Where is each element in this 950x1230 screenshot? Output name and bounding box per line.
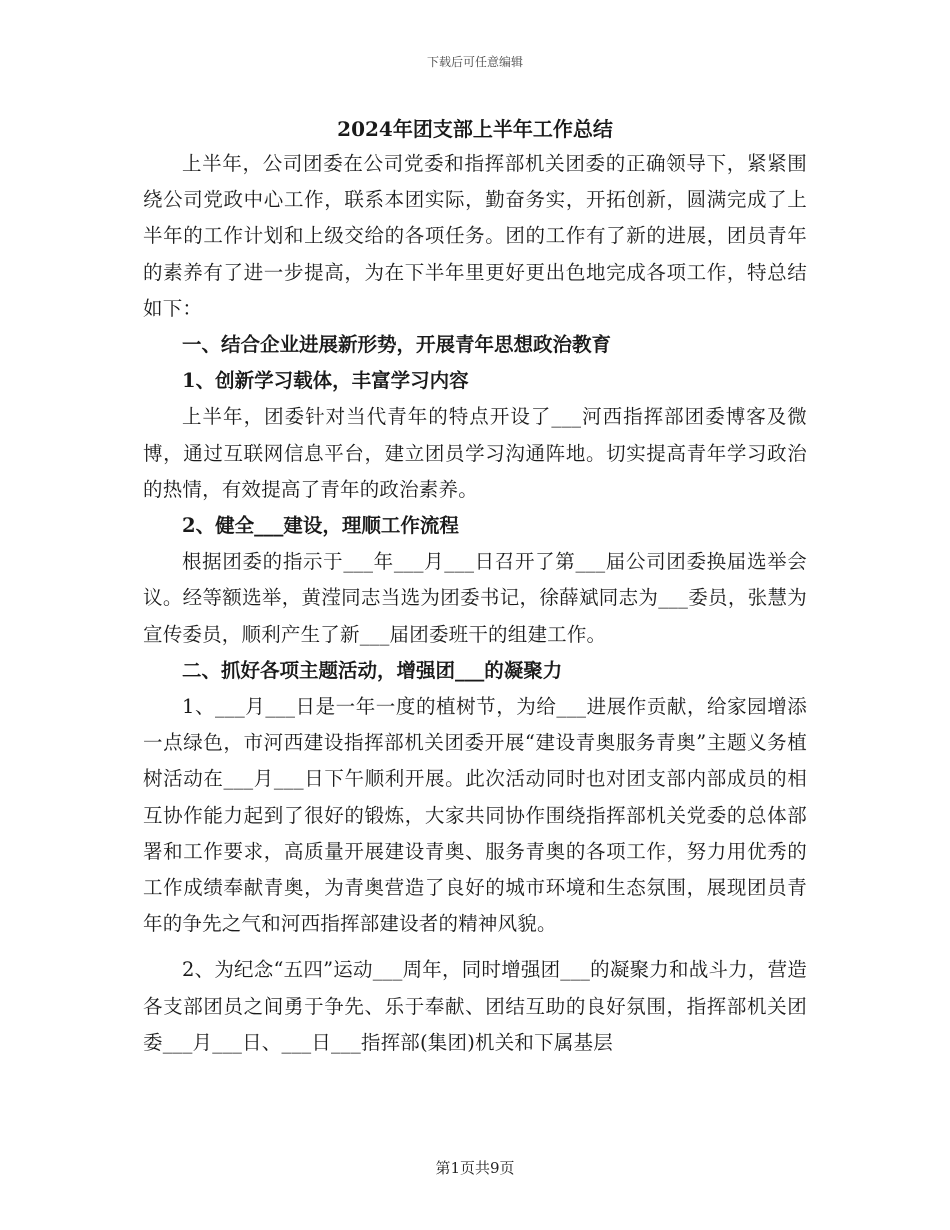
paragraph-gap xyxy=(143,942,807,952)
item-paragraph-2: 2、为纪念“五四”运动___周年，同时增强团___的凝聚力和战斗力，营造各支部团员之间勇于争先、乐于奉献、团结互助的良好氛围，指挥部机关团委___月___日、___日___指挥部(集团)机关和下属基层 xyxy=(143,958,807,1054)
intro-paragraph: 上半年，公司团委在公司党委和指挥部机关团委的正确领导下，紧紧围绕公司党政中心工作，联系本团实际，勤奋务实，开拓创新，圆满完成了上半年的工作计划和上级交给的各项任务。团的工作有了新的进展，团员青年的素养有了进一步提高，为在下半年里更好更出色地完成各项工作，特总结如下： xyxy=(143,152,807,320)
subsection-heading-1: 1、创新学习载体，丰富学习内容 xyxy=(182,369,469,393)
page-footer: 第1页共9页 xyxy=(435,1159,515,1177)
item-paragraph-1: 1、___月___日是一年一度的植树节，为给___进展作贡献，给家园增添一点绿色，市河西建设指挥部机关团委开展“建设青奥服务青奥”主题义务植树活动在___月___日下午顺利开展。此次活动同时也对团支部内部成员的相互协作能力起到了很好的锻炼，大家共同协作围绕指挥部机关党委的总体部署和工作要求，高质量开展建设青奥、服务青奥的各项工作，努力用优秀的工作成绩奉献青奥，为青奥营造了良好的城市环境和生态氛围，展现团员青年的争先之气和河西指挥部建设者的精神风貌。 xyxy=(143,695,807,936)
section-heading-1: 一、结合企业进展新形势，开展青年思想政治教育 xyxy=(182,333,612,357)
subsection-text-2: 根据团委的指示于___年___月___日召开了第___届公司团委换届选举会议。经等额选举，黄滢同志当选为团委书记，徐薛斌同志为___委员，张慧为宣传委员，顺利产生了新___届团委班干的组建工作。 xyxy=(143,550,807,646)
document-body xyxy=(143,112,807,1061)
section-heading-2: 二、抓好各项主题活动，增强团___的凝聚力 xyxy=(182,658,563,682)
subsection-text-1: 上半年，团委针对当代青年的特点开设了___河西指挥部团委博客及微博，通过互联网信息平台，建立团员学习沟通阵地。切实提高青年学习政治的热情，有效提高了青年的政治素养。 xyxy=(143,405,807,501)
header-note: 下载后可任意编辑 xyxy=(426,55,523,69)
document-title: 2024年团支部上半年工作总结 xyxy=(337,117,613,141)
subsection-heading-2: 2、健全___建设，理顺工作流程 xyxy=(182,514,459,538)
